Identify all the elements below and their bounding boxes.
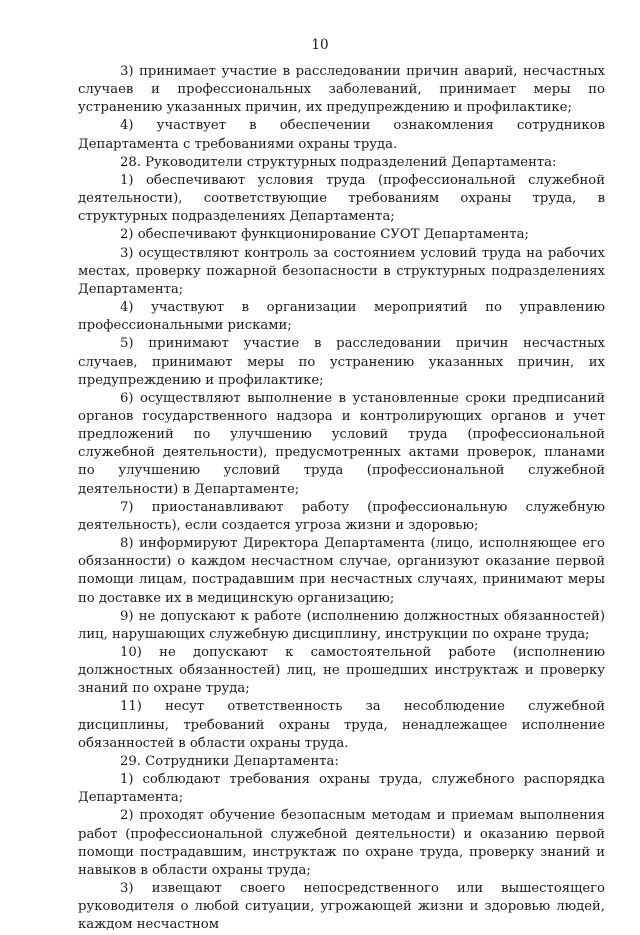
- paragraph: 9) не допускают к работе (исполнению должностных обязанностей) лиц, нарушающих служебную дисциплину, инструкции по охране труда;: [78, 608, 605, 642]
- section-heading: 28. Руководители структурных подразделений Департамента:: [120, 154, 557, 170]
- paragraph: 2) проходят обучение безопасным методам и приемам выполнения работ (профессиональной служебной деятельности) и оказанию первой помощи пострадавшим, инструктаж по охране труда, проверку знаний и навыков в области охраны труда;: [78, 808, 605, 878]
- paragraph: 3) извещают своего непосредственного или вышестоящего руководителя о любой ситуации, угрожающей жизни и здоровью людей, каждом несчастном: [78, 881, 605, 933]
- paragraph: 4) участвует в обеспечении ознакомления сотрудников Департамента с требованиями охраны труда.: [78, 118, 605, 152]
- section-heading: 29. Сотрудники Департамента:: [120, 753, 339, 769]
- paragraph: 3) осуществляют контроль за состоянием условий труда на рабочих местах, проверку пожарной безопасности в структурных подразделениях Департамента;: [78, 245, 605, 297]
- page-number: 10: [311, 37, 329, 53]
- paragraph: 6) осуществляют выполнение в установленные сроки предписаний органов государственного надзора и контролирующих органов и учет предложений по улучшению условий труда (профессиональной служебной деятельности), предусмотренных актами проверок, планами по улучшению условий труда (профессиональной служебной деятельности) в Департаменте;: [78, 390, 605, 497]
- paragraph: 1) обеспечивают условия труда (профессиональной служебной деятельности), соответствующие требованиям охраны труда, в структурных подразделениях Департамента;: [78, 172, 605, 225]
- paragraph: 7) приостанавливают работу (профессиональную служебную деятельность), если создается угроза жизни и здоровью;: [78, 499, 605, 533]
- paragraph: 10) не допускают к самостоятельной работе (исполнению должностных обязанностей) лиц, не прошедших инструктаж и проверку знаний по охране труда;: [78, 645, 605, 697]
- paragraph: 8) информируют Директора Департамента (лицо, исполняющее его обязанности) о каждом несчастном случае, организуют оказание первой помощи лицам, пострадавшим при несчастных случаях, принимают меры по доставке их в медицинскую организацию;: [78, 536, 605, 606]
- paragraph: 2) обеспечивают функционирование СУОТ Департамента;: [120, 227, 529, 243]
- paragraph: 5) принимают участие в расследовании причин несчастных случаев, принимают меры по устранению указанных причин, их предупреждению и профилактике;: [78, 336, 605, 388]
- paragraph: 3) принимает участие в расследовании причин аварий, несчастных случаев и профессиональных заболеваний, принимает меры по устранению указанных причин, их предупреждению и профилактике;: [78, 64, 605, 116]
- paragraph: 1) соблюдают требования охраны труда, служебного распорядка Департамента;: [78, 772, 605, 806]
- document-body: [78, 63, 605, 935]
- paragraph: 4) участвуют в организации мероприятий по управлению профессиональными рисками;: [78, 300, 605, 334]
- paragraph: 11) несут ответственность за несоблюдение служебной дисциплины, требований охраны труда, ненадлежащее исполнение обязанностей в области охраны труда.: [78, 699, 605, 751]
